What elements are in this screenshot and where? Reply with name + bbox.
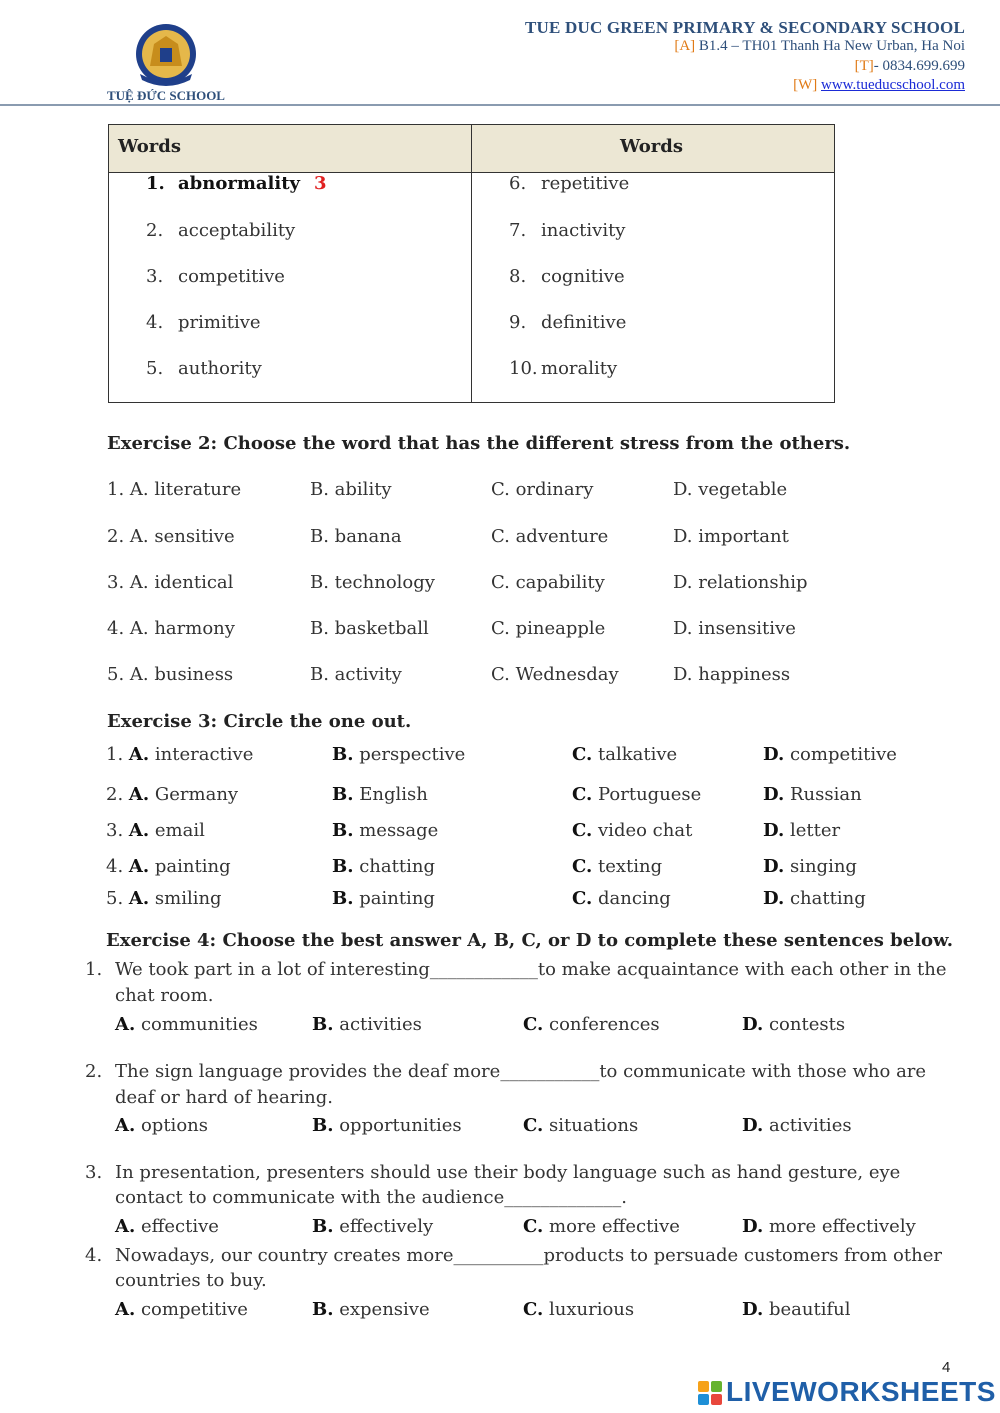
question-text: chat room.	[115, 985, 214, 1006]
word-item: 6. repetitive	[509, 173, 630, 194]
ex2-option[interactable]: D. insensitive	[673, 618, 796, 639]
header-divider	[0, 104, 1000, 106]
word-item: 9. definitive	[509, 312, 627, 333]
logo-text: TUỆ ĐỨC SCHOOL	[107, 88, 225, 103]
ex2-option[interactable]: C. ordinary	[491, 479, 594, 500]
ex3-option[interactable]: 5. A. smiling	[106, 888, 222, 909]
answer-blank[interactable]: __________	[453, 1245, 544, 1266]
ex2-option[interactable]: B. activity	[310, 664, 402, 685]
exercise3-title: Exercise 3: Circle the one out.	[107, 711, 412, 732]
ex4-option[interactable]: B. expensive	[312, 1299, 430, 1320]
school-phone: [T]- 0834.699.699	[854, 58, 965, 74]
liveworksheets-logo-icon	[698, 1381, 722, 1405]
ex2-option[interactable]: 2. A. sensitive	[107, 526, 235, 547]
words-table	[108, 124, 835, 403]
website-link[interactable]: www.tueducschool.com	[821, 77, 965, 93]
word-item: 8. cognitive	[509, 266, 625, 287]
ex3-option[interactable]: B. chatting	[332, 856, 435, 877]
answer-blank[interactable]: ___________	[429, 959, 529, 980]
ex2-option[interactable]: B. ability	[310, 479, 392, 500]
school-logo	[130, 22, 202, 90]
ex3-option[interactable]: D. singing	[763, 856, 857, 877]
ex4-option[interactable]: D. contests	[742, 1014, 846, 1035]
ex3-option[interactable]: B. painting	[332, 888, 435, 909]
ex2-option[interactable]: D. vegetable	[673, 479, 788, 500]
ex2-option[interactable]: C. adventure	[491, 526, 609, 547]
ex3-option[interactable]: D. letter	[763, 820, 841, 841]
word-item: 10. morality	[509, 358, 618, 379]
ex3-option[interactable]: C. dancing	[572, 888, 671, 909]
word-item: 5. authority	[146, 358, 262, 379]
ex2-option[interactable]: D. happiness	[673, 664, 791, 685]
word-item: 2. acceptability	[146, 220, 296, 241]
ex2-option[interactable]: 1. A. literature	[107, 479, 242, 500]
ex3-option[interactable]: 4. A. painting	[106, 856, 231, 877]
ex2-option[interactable]: 4. A. harmony	[107, 618, 235, 639]
ex4-option[interactable]: A. competitive	[115, 1299, 248, 1320]
ex4-option[interactable]: C. situations	[523, 1115, 639, 1136]
ex4-option[interactable]: A. options	[115, 1115, 208, 1136]
ex4-option[interactable]: D. beautiful	[742, 1299, 851, 1320]
question-text: The sign language provides the deaf more___________to communicate with those who are	[115, 1061, 927, 1082]
liveworksheets-brand[interactable]: LIVEWORKSHEETS	[726, 1376, 996, 1407]
word-item: 1. abnormality 3	[146, 173, 327, 194]
ex3-option[interactable]: D. chatting	[763, 888, 866, 909]
word-item: 4. primitive	[146, 312, 261, 333]
ex3-option[interactable]: 2. A. Germany	[106, 784, 239, 805]
ex4-option[interactable]: A. effective	[115, 1216, 219, 1237]
question-text: deaf or hard of hearing.	[115, 1087, 334, 1108]
answer-mark: 3	[313, 173, 327, 194]
ex4-option[interactable]: B. effectively	[312, 1216, 434, 1237]
question-text: contact to communicate with the audience_____________.	[115, 1187, 627, 1208]
ex2-option[interactable]: C. pineapple	[491, 618, 606, 639]
page-number: 4	[942, 1359, 951, 1376]
ex2-option[interactable]: C. Wednesday	[491, 664, 619, 685]
ex4-option[interactable]: D. activities	[742, 1115, 852, 1136]
ex2-option[interactable]: B. basketball	[310, 618, 429, 639]
question-text: countries to buy.	[115, 1270, 267, 1291]
ex4-option[interactable]: D. more effectively	[742, 1216, 916, 1237]
ex3-option[interactable]: B. English	[332, 784, 428, 805]
question-number: 1.	[85, 959, 103, 980]
ex4-option[interactable]: C. luxurious	[523, 1299, 635, 1320]
question-number: 3.	[85, 1162, 103, 1183]
question-text: In presentation, presenters should use their body language such as hand gesture, eye	[115, 1162, 901, 1183]
school-address: [A] B1.4 – TH01 Thanh Ha New Urban, Ha Noi	[674, 38, 965, 54]
word-item: 7. inactivity	[509, 220, 626, 241]
ex4-option[interactable]: A. communities	[115, 1014, 258, 1035]
ex3-option[interactable]: D. competitive	[763, 744, 897, 765]
ex3-option[interactable]: B. message	[332, 820, 439, 841]
ex3-option[interactable]: B. perspective	[332, 744, 466, 765]
question-number: 4.	[85, 1245, 103, 1266]
question-text: We took part in a lot of interesting____________to make acquaintance with each other in the	[115, 959, 947, 980]
ex3-option[interactable]: 1. A. interactive	[106, 744, 254, 765]
ex2-option[interactable]: C. capability	[491, 572, 605, 593]
ex4-option[interactable]: C. conferences	[523, 1014, 660, 1035]
ex2-option[interactable]: 3. A. identical	[107, 572, 234, 593]
ex4-option[interactable]: B. activities	[312, 1014, 422, 1035]
ex3-option[interactable]: 3. A. email	[106, 820, 205, 841]
ex2-option[interactable]: 5. A. business	[107, 664, 234, 685]
question-text: Nowadays, our country creates more__________products to persuade customers from other	[115, 1245, 942, 1266]
ex2-option[interactable]: D. important	[673, 526, 789, 547]
words-header-left: Words	[118, 136, 181, 157]
ex4-option[interactable]: B. opportunities	[312, 1115, 462, 1136]
school-name: TUE DUC GREEN PRIMARY & SECONDARY SCHOOL	[524, 18, 965, 37]
ex3-option[interactable]: C. video chat	[572, 820, 693, 841]
question-number: 2.	[85, 1061, 103, 1082]
school-website: [W] www.tueducschool.com	[793, 77, 965, 93]
exercise4-title: Exercise 4: Choose the best answer A, B, C, or D to complete these sentences below.	[106, 930, 954, 951]
words-header-right: Words	[620, 136, 683, 157]
ex2-option[interactable]: B. technology	[310, 572, 435, 593]
ex3-option[interactable]: C. talkative	[572, 744, 678, 765]
exercise2-title: Exercise 2: Choose the word that has the different stress from the others.	[107, 433, 851, 454]
ex2-option[interactable]: B. banana	[310, 526, 402, 547]
answer-blank[interactable]: __________	[500, 1061, 591, 1082]
ex3-option[interactable]: C. Portuguese	[572, 784, 702, 805]
ex4-option[interactable]: C. more effective	[523, 1216, 680, 1237]
word-item: 3. competitive	[146, 266, 285, 287]
ex2-option[interactable]: D. relationship	[673, 572, 808, 593]
ex3-option[interactable]: D. Russian	[763, 784, 862, 805]
ex3-option[interactable]: C. texting	[572, 856, 663, 877]
